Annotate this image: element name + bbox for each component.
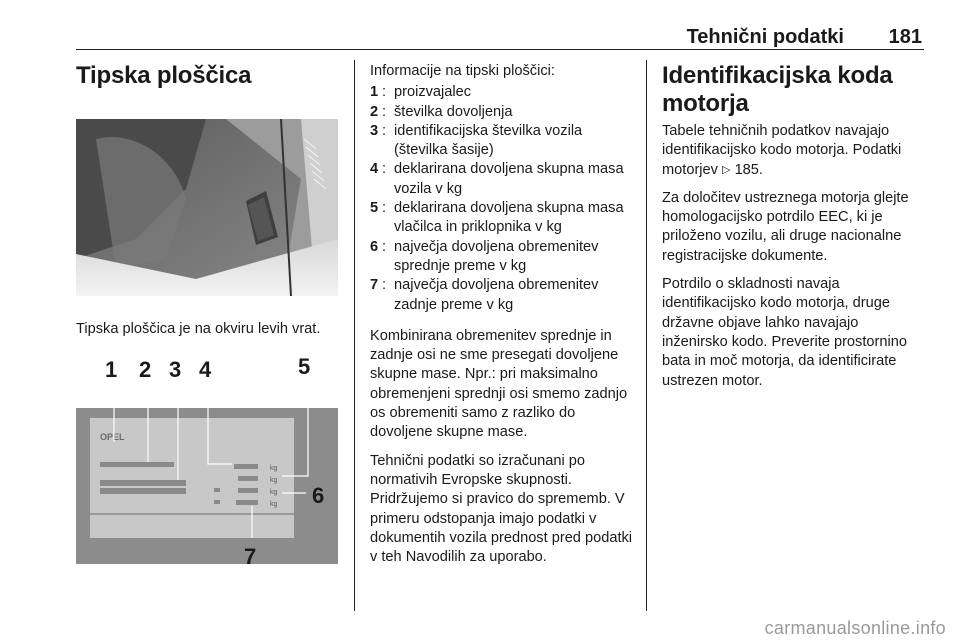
callout-2: 2: [139, 357, 152, 382]
list-item: 4 : deklarirana dovoljena skupna masa vozila v kg: [370, 160, 634, 199]
header-rule: [76, 49, 924, 50]
column-divider-2: [646, 60, 647, 611]
paragraph-conformity-certificate: Potrdilo o skladnosti navaja identifikacijsko kodo motorja, druge državne objave lahko navajajo inženirsko kodo. Preverite prostornino bata in moč motorja, da identificirate ustrezen motor.: [662, 276, 907, 389]
plate-diagram: [76, 352, 338, 572]
plate-brand: OPEL: [100, 432, 125, 442]
item-number: 3: [370, 122, 379, 139]
item-number: 6: [370, 238, 379, 255]
list-item: 2 : številka dovoljenja: [370, 103, 634, 122]
right-column: [662, 62, 926, 391]
item-text: identifikacijska številka vozila (številka šasije): [394, 122, 583, 159]
page-number: 181: [888, 26, 922, 48]
door-frame-photo: [76, 119, 338, 296]
unit-label: kg: [270, 489, 278, 496]
item-text: največja dovoljena obremenitev zadnje preme v kg: [394, 277, 599, 313]
callout-7: 7: [244, 544, 257, 569]
paragraph-eec-certificate: Za določitev ustreznega motorja glejte homologacijsko potrdilo EEC, ki je priloženo vozilu, ali druge nacionalne registracijske dokumente.: [662, 189, 909, 264]
unit-label: kg: [270, 477, 278, 484]
list-item: 7 : največja dovoljena obremenitev zadnje preme v kg: [370, 276, 634, 315]
item-number: 2: [370, 103, 379, 120]
page-reference-icon: ▷: [722, 163, 731, 176]
unit-label: kg: [270, 465, 278, 472]
list-item: 1 : proizvajalec: [370, 83, 634, 102]
paragraph-engine-code-tables: Tabele tehničnih podatkov navajajo identifikacijsko kodo motorja. Podatki motorjev ▷ 185.: [662, 122, 926, 180]
paragraph-ec-norms: Tehnični podatki so izračunani po normativih Evropske skupnosti. Pridržujemo si pravico do sprememb. V primeru odstopanja imajo podatki v dokumentih vozila prednost pred podatki v teh Navodilih za uporabo.: [370, 452, 633, 566]
item-number: 4: [370, 161, 379, 178]
photo-caption: Tipska ploščica je na okviru levih vrat.: [76, 321, 321, 337]
item-number: 1: [370, 84, 379, 101]
list-item: 3 : identifikacijska številka vozila (številka šasije): [370, 122, 634, 161]
section-heading-plate: Tipska ploščica: [76, 62, 252, 89]
list-item: 5 : deklarirana dovoljena skupna masa vlačilca in priklopnika v kg: [370, 199, 634, 238]
door-frame-illustration: [76, 119, 338, 296]
item-text: največja dovoljena obremenitev sprednje preme v kg: [394, 238, 599, 274]
section-heading-engine-code: Identifikacijska koda motorja: [662, 62, 893, 117]
item-number: 5: [370, 200, 379, 217]
plate-info-intro: Informacije na tipski ploščici:: [370, 63, 555, 79]
item-number: 7: [370, 277, 379, 294]
callout-3: 3: [169, 357, 182, 382]
left-column: [76, 62, 340, 90]
callout-5: 5: [298, 354, 311, 379]
callout-4: 4: [199, 357, 212, 382]
page-reference-link[interactable]: 185: [734, 161, 759, 178]
item-text: proizvajalec: [394, 84, 472, 101]
page-header: [76, 26, 924, 48]
middle-column: [370, 62, 634, 567]
plate-diagram-svg: [76, 352, 338, 572]
item-text: deklarirana dovoljena skupna masa vozila v kg: [394, 161, 624, 197]
plate-info-list: [370, 83, 634, 315]
watermark: carmanualsonline.info: [764, 618, 946, 638]
item-text: številka dovoljenja: [394, 103, 513, 120]
list-item: 6 : največja dovoljena obremenitev sprednje preme v kg: [370, 238, 634, 277]
callout-6: 6: [312, 483, 325, 508]
unit-label: kg: [270, 501, 278, 508]
callout-1: 1: [105, 357, 118, 382]
paragraph-combined-load: Kombinirana obremenitev sprednje in zadnje osi ne sme presegati dovoljene skupne mase. Npr.: pri maksimalno obremenjeni sprednji osi smemo zadnjo os obremeniti samo z razliko do dovoljene skupne mase.: [370, 327, 628, 441]
item-text: deklarirana dovoljena skupna masa vlačilca in priklopnika v kg: [394, 200, 624, 236]
header-title: Tehnični podatki: [686, 26, 844, 48]
